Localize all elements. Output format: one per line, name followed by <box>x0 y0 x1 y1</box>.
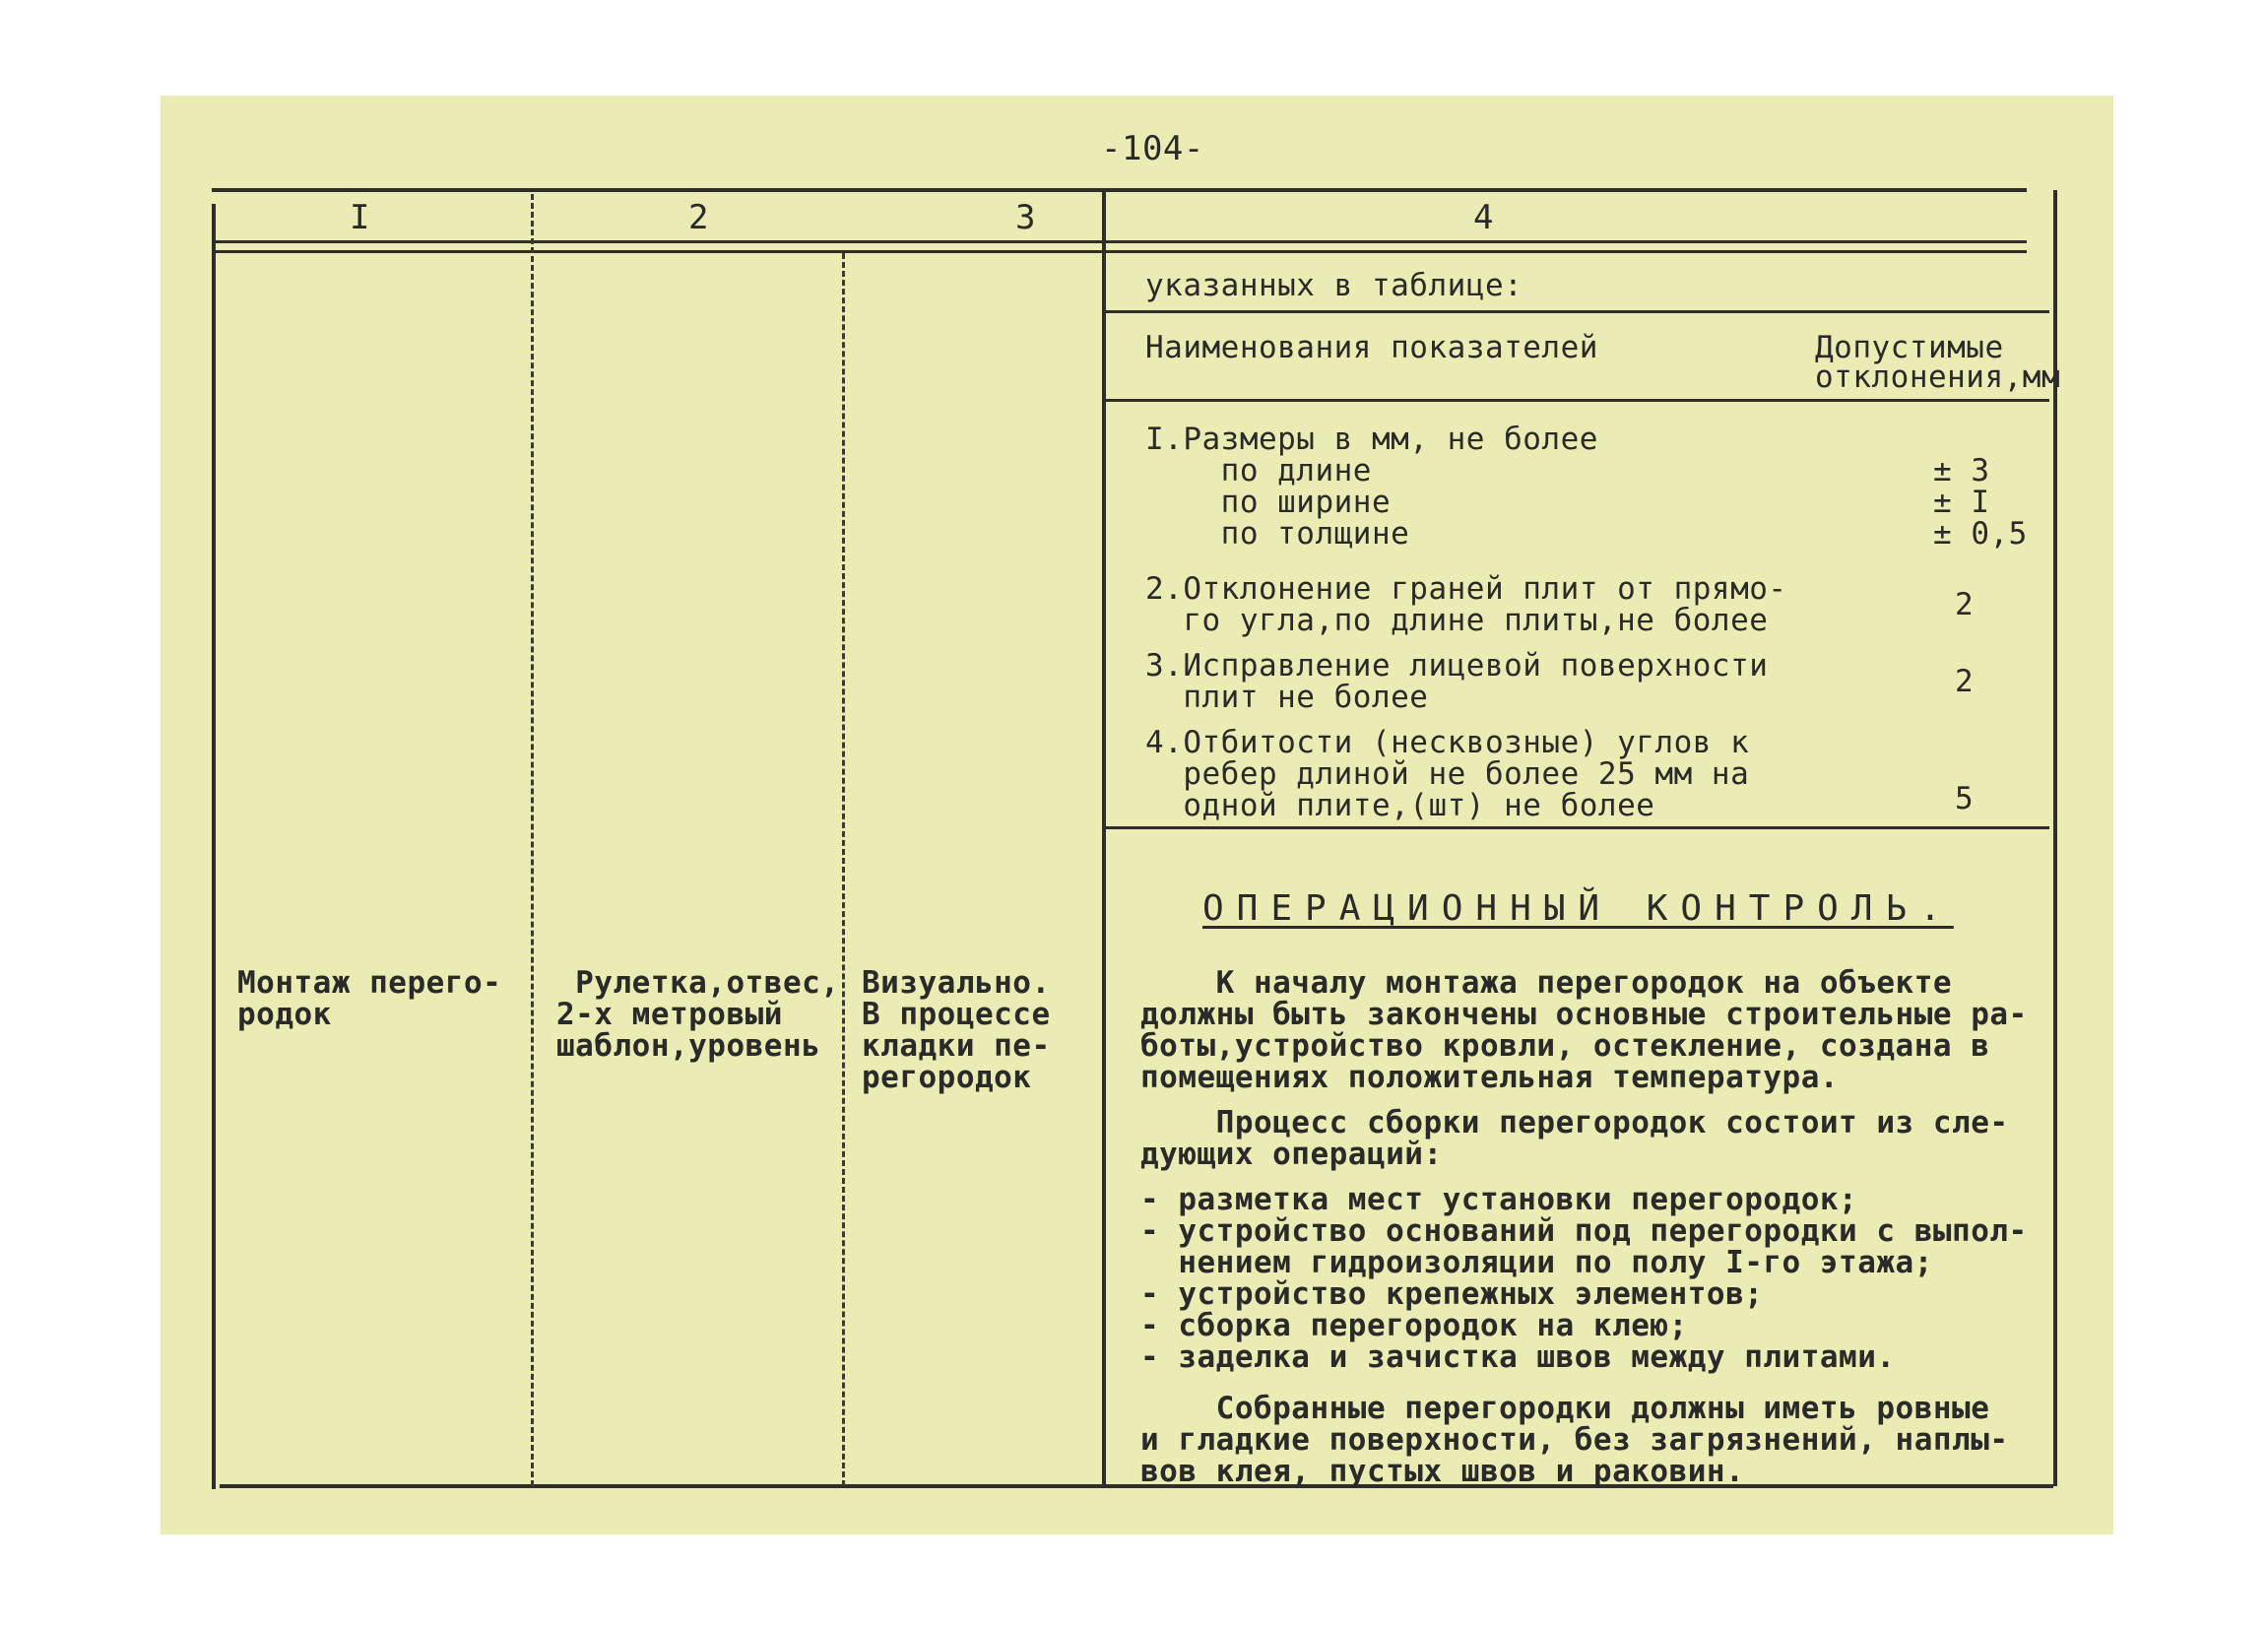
deviation-row-1: I.Размеры в мм, не более <box>1145 422 1598 457</box>
deviation-value-width: ± I <box>1933 485 1990 520</box>
table-left-border <box>212 204 216 1489</box>
subtable-bottom-line <box>1106 826 2049 829</box>
column-number-3: 3 <box>1015 198 1036 237</box>
document-page <box>161 96 2113 1534</box>
deviation-value-3: 2 <box>1955 664 1975 699</box>
operation-item: - устройство крепежных элементов; <box>1140 1276 1764 1312</box>
deviation-row-length: по длине <box>1145 453 1372 489</box>
col1-work-item: Монтаж перего- родок <box>237 965 502 1032</box>
section-title: ОПЕРАЦИОННЫЙ КОНТРОЛЬ. <box>1202 888 1954 929</box>
column-divider-2 <box>842 253 845 1486</box>
deviation-value-length: ± 3 <box>1933 453 1990 489</box>
subtable-header-line <box>1106 399 2049 402</box>
deviation-value-4: 5 <box>1955 781 1975 816</box>
subtable-header-tolerance-2: отклонения,мм <box>1815 359 2061 395</box>
column-number-2: 2 <box>688 198 709 237</box>
page-number: -104- <box>1101 129 1204 168</box>
col4-intro: указанных в таблице: <box>1145 268 1523 303</box>
operation-item: - заделка и зачистка швов между плитами. <box>1140 1339 1896 1375</box>
subtable-header-tolerance-1: Допустимые <box>1815 330 2004 365</box>
operation-item: - разметка мест установки перегородок; <box>1140 1182 1858 1217</box>
column-divider-1 <box>531 194 534 1486</box>
subtable-top-line <box>1106 310 2049 313</box>
operation-item: - устройство оснований под перегородки с выпол- нением гидроизоляции по полу I-го этажа; <box>1140 1213 2028 1280</box>
col2-tools: Рулетка,отвес, 2-х метровый шаблон,уровень <box>556 965 840 1064</box>
operation-item: - сборка перегородок на клею; <box>1140 1308 1688 1343</box>
deviation-row-3: 3.Исправление лицевой поверхности плит не более <box>1145 648 1769 715</box>
column-number-4: 4 <box>1473 198 1494 237</box>
column-divider-3 <box>1102 190 1106 1486</box>
subtable-header-name: Наименования показателей <box>1145 330 1598 365</box>
table-top-border <box>212 188 2027 192</box>
deviation-row-width: по ширине <box>1145 485 1392 520</box>
paragraph-3: Собранные перегородки должны иметь ровные и гладкие поверхности, без загрязнений, наплы- вов клея, пустых швов и раковин. <box>1140 1391 2009 1489</box>
column-number-1: I <box>350 198 370 237</box>
deviation-value-2: 2 <box>1955 587 1975 622</box>
deviation-row-thickness: по толщине <box>1145 516 1410 552</box>
deviation-row-2: 2.Отклонение граней плит от прямо- го угла,по длине плиты,не более <box>1145 571 1787 638</box>
deviation-row-4: 4.Отбитости (несквозные) углов к ребер длиной не более 25 мм на одной плите,(шт) не более <box>1145 725 1750 823</box>
header-row-divider <box>212 240 2027 243</box>
paragraph-2: Процесс сборки перегородок состоит из сле- дующих операций: <box>1140 1105 2009 1172</box>
header-row-divider-2 <box>212 250 2027 253</box>
paragraph-1: К началу монтажа перегородок на объекте должны быть закончены основные строительные ра- боты,устройство кровли, остекление, создана в помещениях положительная температура. <box>1140 965 2028 1095</box>
col3-control-method: Визуально. В процессе кладки пе- регородок <box>862 965 1051 1095</box>
deviation-value-thickness: ± 0,5 <box>1933 516 2028 552</box>
